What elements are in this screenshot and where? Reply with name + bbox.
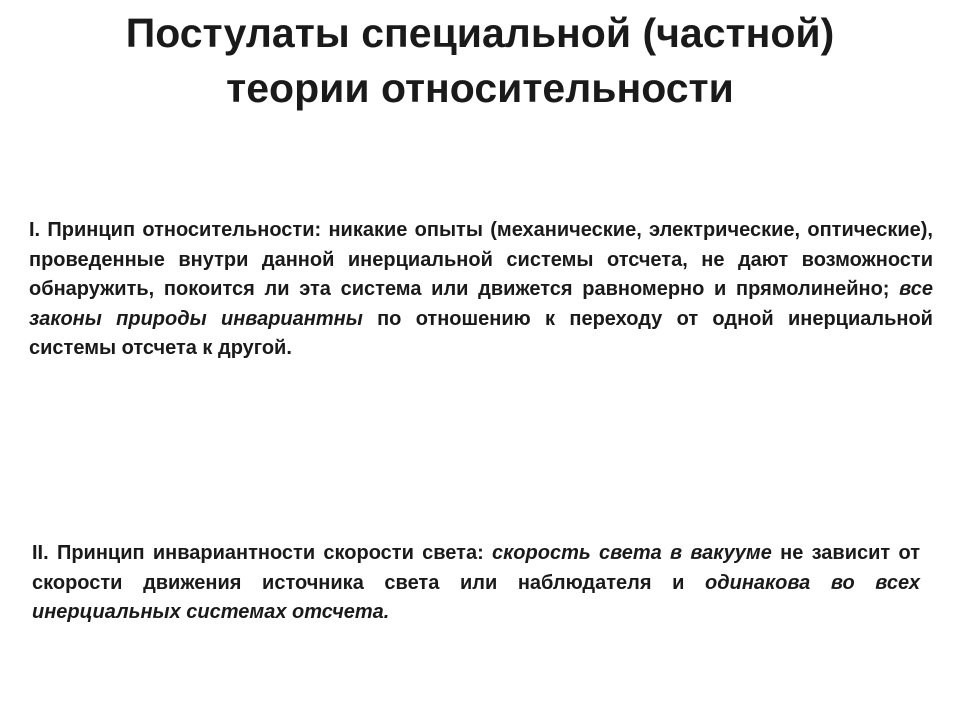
postulate-2-emphasis-invariance: одинакова во всех инерциальных системах отсчета.	[32, 571, 920, 623]
slide-title-line-1: Постулаты специальной (частной)	[125, 10, 835, 56]
postulate-2-paragraph	[32, 539, 920, 628]
postulate-1-emphasis: все законы природы инвариантны	[29, 278, 933, 330]
postulate-1-text: I. Принцип относительности: никакие опыты (механические, электрические, оптические), проведенные внутри данной инерциальной системы отсчета, не дают возможности обнаружить, покоится ли эта система или движется равномерно и прямолинейно;	[29, 219, 933, 300]
postulate-2-emphasis-speed: скорость света в вакууме	[492, 542, 772, 564]
postulate-1-paragraph	[29, 216, 933, 364]
slide-title	[60, 6, 900, 116]
postulate-1-text-end: по отношению к переходу от одной инерциальной системы отсчета к другой.	[29, 307, 933, 359]
postulate-2-text-middle: не зависит от скорости движения источника света или наблюдателя и	[32, 542, 920, 594]
slide-title-line-2: теории относительности	[226, 65, 734, 111]
postulate-2-text: II. Принцип инвариантности скорости света:	[32, 542, 493, 564]
